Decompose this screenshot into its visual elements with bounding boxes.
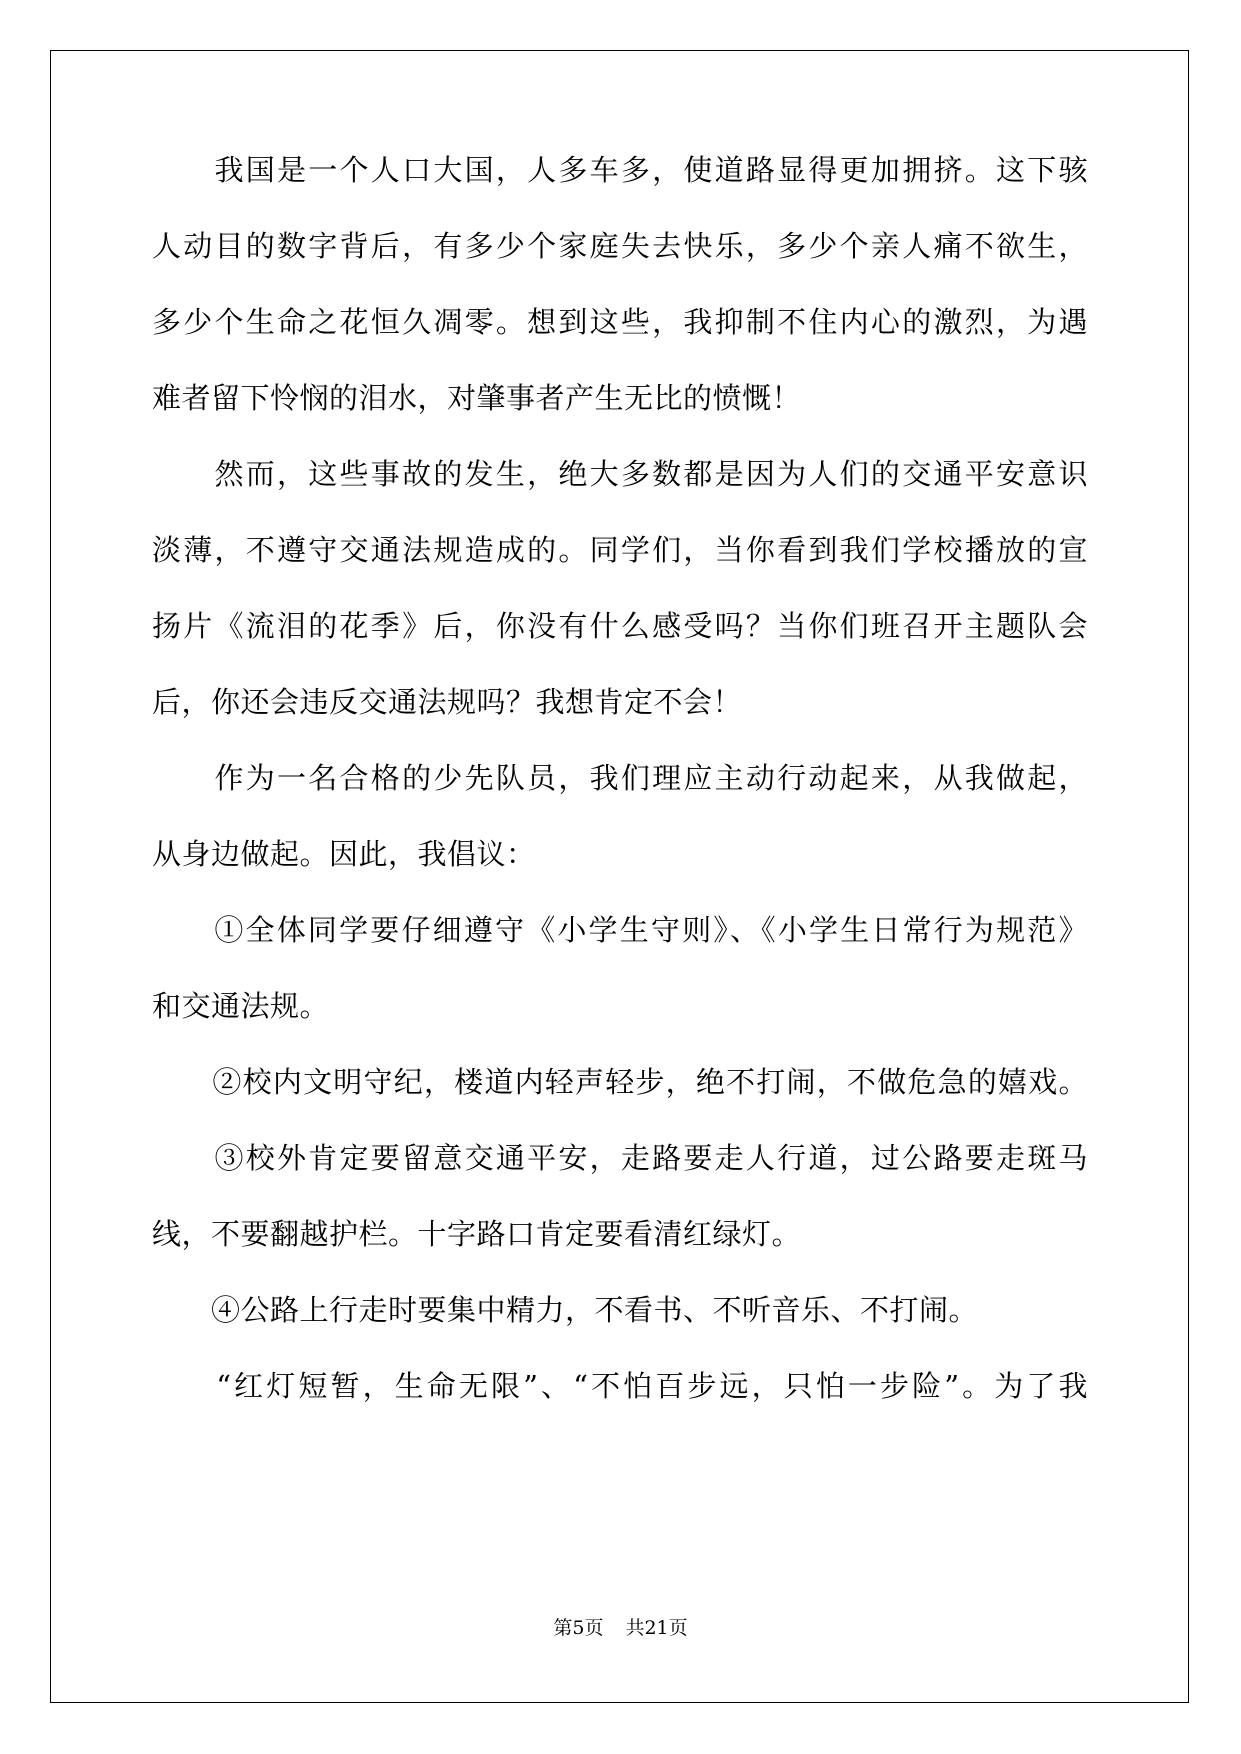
text-line: 然而，这些事故的发生，绝大多数都是因为人们的交通平安意识 <box>152 457 1088 491</box>
total-pages-label: 共21页 <box>625 1617 688 1639</box>
text-line: ③校外肯定要留意交通平安，走路要走人行道，过公路要走斑马 <box>152 1141 1088 1175</box>
text-line: 扬片《流泪的花季》后，你没有什么感受吗？当你们班召开主题队会 <box>152 609 1088 643</box>
text-line: ①全体同学要仔细遵守《小学生守则》、《小学生日常行为规范》 <box>152 913 1088 947</box>
text-line: 我国是一个人口大国，人多车多，使道路显得更加拥挤。这下骇 <box>152 153 1088 187</box>
text-line: 多少个生命之花恒久凋零。想到这些，我抑制不住内心的激烈，为遇 <box>152 305 1088 339</box>
current-page-label: 第5页 <box>553 1617 604 1639</box>
text-line: “红灯短暂，生命无限”、“不怕百步远，只怕一步险”。为了我 <box>152 1369 1088 1403</box>
text-line: 淡薄，不遵守交通法规造成的。同学们，当你看到我们学校播放的宣 <box>152 533 1088 567</box>
text-line: 和交通法规。 <box>152 989 330 1023</box>
text-line: 线，不要翻越护栏。十字路口肯定要看清红绿灯。 <box>152 1217 802 1251</box>
page-footer <box>0 1616 1241 1640</box>
text-line: 作为一名合格的少先队员，我们理应主动行动起来，从我做起， <box>152 761 1088 795</box>
text-line: 难者留下怜悯的泪水，对肇事者产生无比的愤慨！ <box>152 381 802 415</box>
text-line: ②校内文明守纪，楼道内轻声轻步，绝不打闹，不做危急的嬉戏。 <box>152 1065 1088 1099</box>
text-line: 从身边做起。因此，我倡议： <box>152 837 536 871</box>
text-line: 后，你还会违反交通法规吗？我想肯定不会！ <box>152 685 743 719</box>
text-line: 人动目的数字背后，有多少个家庭失去快乐，多少个亲人痛不欲生， <box>152 229 1088 263</box>
text-line: ④公路上行走时要集中精力，不看书、不听音乐、不打闹。 <box>152 1293 979 1327</box>
